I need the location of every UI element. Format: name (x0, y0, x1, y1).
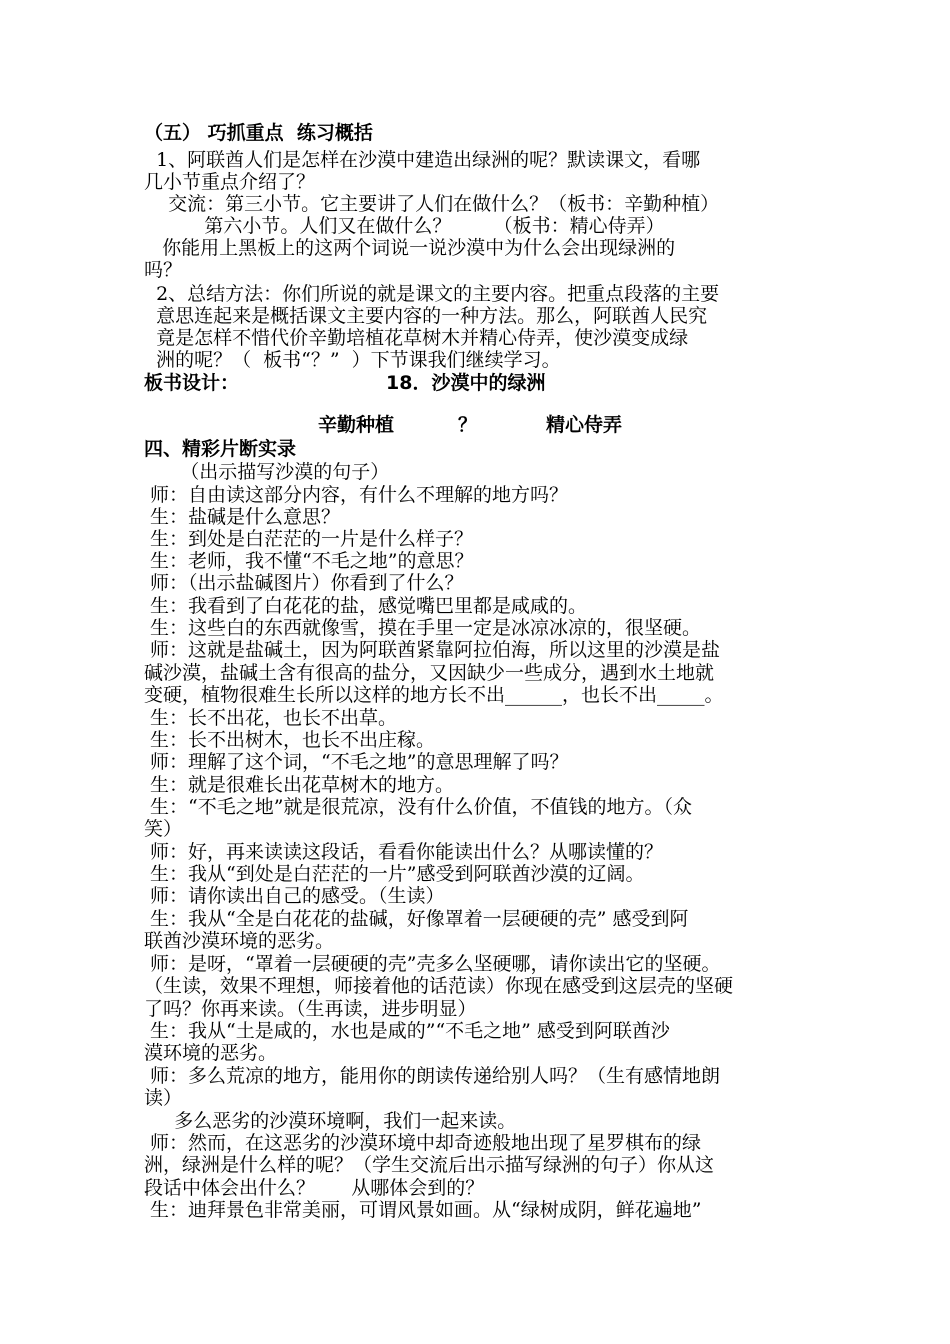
text-line: 2、总结方法：你们所说的就是课文的主要内容。把重点段落的主要 (144, 283, 720, 305)
text-line: 交流：第三小节。它主要讲了人们在做什么？（板书：辛勤种植） (144, 193, 720, 215)
board-item-middle: ？ (458, 414, 478, 436)
text-line: （出示描写沙漠的句子） (144, 461, 390, 483)
section-heading: （五） 巧抓重点 练习概括 (144, 122, 373, 144)
text-line: 生：就是很难长出花草树木的地方。 (144, 774, 455, 796)
text-line: 第六小节。人们又在做什么？ （板书：精心侍弄） (144, 215, 665, 237)
text-line: 笑） (144, 818, 183, 840)
text-line: 联酋沙漠环境的恶劣。 (144, 930, 335, 952)
text-line: 生：盐碱是什么意思？ (144, 506, 341, 528)
text-line: 生：“不毛之地”就是很荒凉，没有什么价值，不值钱的地方。（众 (144, 796, 692, 818)
text-line: 漠环境的恶劣。 (144, 1042, 278, 1064)
text-line: 生：长不出树木，也长不出庄稼。 (144, 729, 436, 751)
text-line: 师：（出示盐碱图片）你看到了什么？ (144, 572, 464, 594)
text-line: 多么恶劣的沙漠环境啊，我们一起来读。 (144, 1110, 517, 1132)
text-line: 师：然而，在这恶劣的沙漠环境中却奇迹般地出现了星罗棋布的绿 (144, 1132, 702, 1154)
text-line: 师：是呀，“罩着一层硬硬的壳”壳多么坚硬哪，请你读出它的坚硬。 (144, 953, 721, 975)
text-line: （生读，效果不理想，师接着他的话范读）你现在感受到这层壳的坚硬 (144, 975, 734, 997)
text-line: 洲，绿洲是什么样的呢？（学生交流后出示描写绿洲的句子）你从这 (144, 1154, 715, 1176)
text-line: 生：我从“土是咸的，水也是咸的”“不毛之地” 感受到阿联酋沙 (144, 1020, 670, 1042)
text-line: 1、阿联酋人们是怎样在沙漠中建造出绿洲的呢？默读课文，看哪 (144, 149, 701, 171)
text-line: 生：我从“全是白花花的盐碱，好像罩着一层硬硬的壳” 感受到阿 (144, 908, 689, 930)
text-line: 变硬，植物很难生长所以这样的地方长不出______，也长不出_____。 (144, 684, 724, 706)
text-line: 生：我看到了白花花的盐，感觉嘴巴里都是咸咸的。 (144, 595, 588, 617)
text-line: 生：迪拜景色非常美丽，可谓风景如画。从“绿树成阴，鲜花遍地” (144, 1199, 702, 1221)
text-line: 师：请你读出自己的感受。（生读） (144, 885, 445, 907)
text-line: 段话中体会出什么？ 从哪体会到的？ (144, 1177, 485, 1199)
board-item-left: 辛勤种植 (318, 414, 395, 436)
text-line: 生：这些白的东西就像雪，摸在手里一定是冰凉冰凉的，很坚硬。 (144, 617, 702, 639)
text-line: 竟是怎样不惜代价辛勤培植花草树木并精心侍弄，使沙漠变成绿 (144, 327, 689, 349)
text-line: 几小节重点介绍了？ (144, 171, 316, 193)
text-line: 读） (144, 1087, 183, 1109)
text-line: 吗？ (144, 259, 183, 281)
board-label: 板书设计： (144, 372, 240, 394)
text-line: 师：这就是盐碱土，因为阿联酋紧靠阿拉伯海，所以这里的沙漠是盐 (144, 639, 721, 661)
text-line: 生：我从“到处是白茫茫的一片”感受到阿联酋沙漠的辽阔。 (144, 863, 645, 885)
text-line: 师：多么荒凉的地方，能用你的朗读传递给别人吗？（生有感情地朗 (144, 1065, 721, 1087)
section-heading: 四、精彩片断实录 (144, 438, 297, 460)
text-line: 了吗？你再来读。（生再读，进步明显） (144, 998, 477, 1020)
text-line: 洲的呢？（ 板书“？” ）下节课我们继续学习。 (144, 349, 561, 371)
text-line: 师：好，再来读读这段话，看看你能读出什么？从哪读懂的？ (144, 841, 664, 863)
board-item-right: 精心侍弄 (546, 414, 623, 436)
text-line: 师：理解了这个词，“不毛之地”的意思理解了吗？ (144, 751, 569, 773)
text-line: 意思连起来是概括课文主要内容的一种方法。那么，阿联酋人民究 (144, 305, 708, 327)
text-line: 生：老师，我不懂“不毛之地”的意思？ (144, 550, 474, 572)
board-title: 18．沙漠中的绿洲 (386, 372, 546, 394)
text-line: 生：长不出花，也长不出草。 (144, 707, 398, 729)
text-line: 碱沙漠，盐碱土含有很高的盐分，又因缺少一些成分，遇到水土地就 (144, 662, 715, 684)
text-line: 你能用上黑板上的这两个词说一说沙漠中为什么会出现绿洲的 (144, 237, 676, 259)
text-line: 师：自由读这部分内容，有什么不理解的地方吗？ (144, 484, 569, 506)
text-line: 生：到处是白茫茫的一片是什么样子？ (144, 528, 474, 550)
